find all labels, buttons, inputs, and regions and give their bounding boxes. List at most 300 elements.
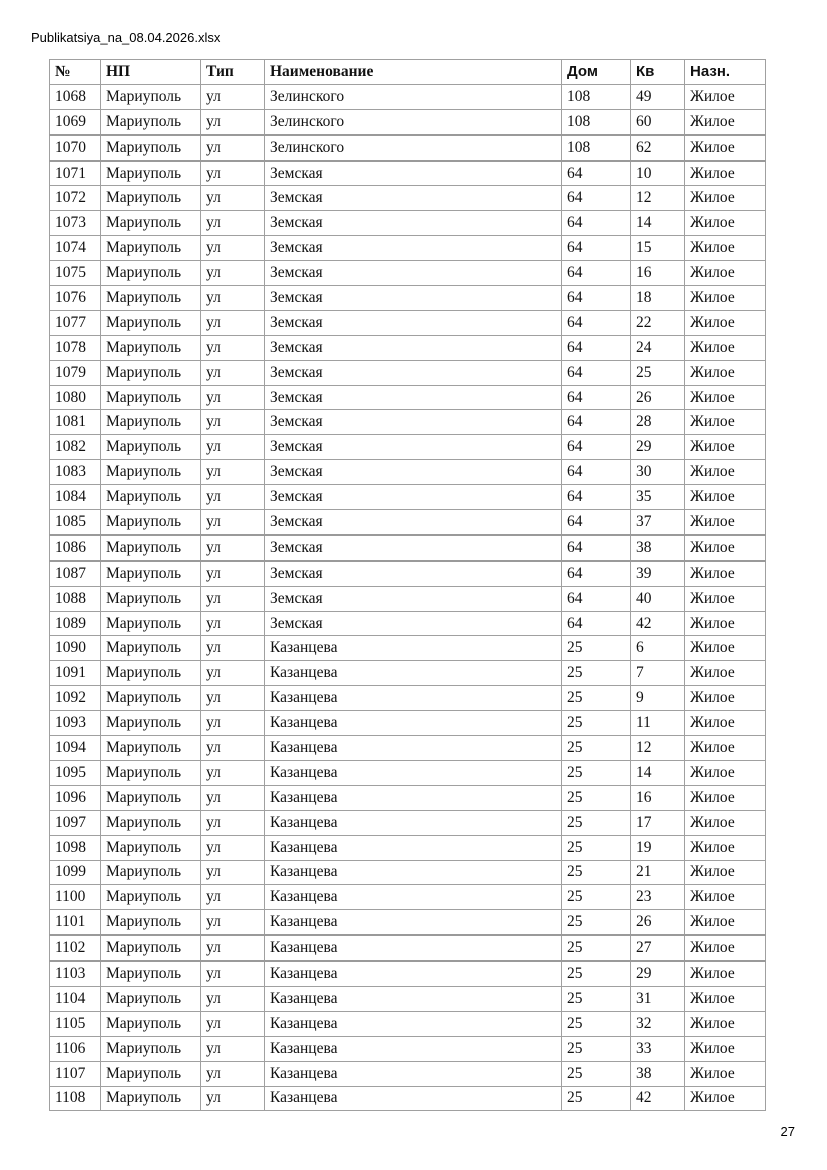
cell-type: ул: [201, 211, 265, 236]
cell-name: Земская: [265, 186, 562, 211]
cell-name: Земская: [265, 561, 562, 586]
cell-house: 25: [562, 760, 631, 785]
cell-house: 64: [562, 435, 631, 460]
cell-type: ул: [201, 711, 265, 736]
table-row: [50, 661, 766, 686]
cell-locality: Мариуполь: [101, 211, 201, 236]
table-row: [50, 636, 766, 661]
cell-purpose: Жилое: [685, 385, 766, 410]
cell-type: ул: [201, 810, 265, 835]
table-row: [50, 810, 766, 835]
cell-purpose: Жилое: [685, 1061, 766, 1086]
cell-apartment: 60: [631, 109, 685, 134]
table-row: [50, 261, 766, 286]
cell-apartment: 19: [631, 835, 685, 860]
cell-purpose: Жилое: [685, 910, 766, 935]
table-row: [50, 1036, 766, 1061]
table-row: [50, 961, 766, 986]
cell-name: Земская: [265, 460, 562, 485]
cell-locality: Мариуполь: [101, 236, 201, 261]
cell-name: Земская: [265, 310, 562, 335]
table-row: [50, 986, 766, 1011]
cell-purpose: Жилое: [685, 460, 766, 485]
cell-number: 1072: [50, 186, 101, 211]
table-row: [50, 236, 766, 261]
table-row: [50, 760, 766, 785]
cell-name: Земская: [265, 360, 562, 385]
cell-apartment: 42: [631, 611, 685, 636]
cell-type: ул: [201, 686, 265, 711]
cell-purpose: Жилое: [685, 860, 766, 885]
cell-name: Казанцева: [265, 661, 562, 686]
cell-apartment: 28: [631, 410, 685, 435]
cell-apartment: 42: [631, 1086, 685, 1111]
cell-house: 64: [562, 310, 631, 335]
cell-number: 1079: [50, 360, 101, 385]
table-row: [50, 310, 766, 335]
cell-name: Казанцева: [265, 835, 562, 860]
table-row: [50, 435, 766, 460]
cell-purpose: Жилое: [685, 261, 766, 286]
cell-purpose: Жилое: [685, 810, 766, 835]
cell-house: 64: [562, 161, 631, 186]
cell-locality: Мариуполь: [101, 885, 201, 910]
cell-type: ул: [201, 236, 265, 261]
cell-type: ул: [201, 460, 265, 485]
cell-purpose: Жилое: [685, 785, 766, 810]
cell-type: ул: [201, 1061, 265, 1086]
page-number: 27: [780, 1124, 795, 1139]
cell-type: ул: [201, 186, 265, 211]
cell-apartment: 33: [631, 1036, 685, 1061]
cell-house: 108: [562, 109, 631, 134]
cell-house: 108: [562, 135, 631, 161]
cell-house: 25: [562, 835, 631, 860]
cell-locality: Мариуполь: [101, 286, 201, 311]
cell-locality: Мариуполь: [101, 611, 201, 636]
cell-locality: Мариуполь: [101, 561, 201, 586]
cell-type: ул: [201, 636, 265, 661]
cell-number: 1105: [50, 1011, 101, 1036]
cell-house: 25: [562, 935, 631, 961]
cell-purpose: Жилое: [685, 186, 766, 211]
cell-locality: Мариуполь: [101, 935, 201, 961]
cell-type: ул: [201, 586, 265, 611]
cell-locality: Мариуполь: [101, 1011, 201, 1036]
cell-type: ул: [201, 135, 265, 161]
cell-purpose: Жилое: [685, 736, 766, 761]
cell-name: Зелинского: [265, 109, 562, 134]
cell-purpose: Жилое: [685, 835, 766, 860]
cell-name: Земская: [265, 410, 562, 435]
table-row: [50, 935, 766, 961]
cell-purpose: Жилое: [685, 211, 766, 236]
cell-apartment: 29: [631, 435, 685, 460]
cell-type: ул: [201, 661, 265, 686]
cell-purpose: Жилое: [685, 1086, 766, 1111]
cell-number: 1077: [50, 310, 101, 335]
cell-house: 64: [562, 460, 631, 485]
header-apartment: Кв: [631, 60, 685, 85]
cell-apartment: 26: [631, 910, 685, 935]
cell-apartment: 49: [631, 84, 685, 109]
cell-type: ул: [201, 910, 265, 935]
cell-house: 25: [562, 961, 631, 986]
table-row: [50, 1011, 766, 1036]
cell-locality: Мариуполь: [101, 335, 201, 360]
cell-purpose: Жилое: [685, 310, 766, 335]
cell-purpose: Жилое: [685, 561, 766, 586]
cell-locality: Мариуполь: [101, 310, 201, 335]
cell-house: 25: [562, 736, 631, 761]
cell-type: ул: [201, 360, 265, 385]
cell-number: 1082: [50, 435, 101, 460]
cell-type: ул: [201, 485, 265, 510]
cell-locality: Мариуполь: [101, 161, 201, 186]
cell-number: 1075: [50, 261, 101, 286]
cell-number: 1106: [50, 1036, 101, 1061]
cell-type: ул: [201, 435, 265, 460]
table-row: [50, 161, 766, 186]
table-row: [50, 586, 766, 611]
cell-number: 1089: [50, 611, 101, 636]
cell-purpose: Жилое: [685, 711, 766, 736]
cell-name: Казанцева: [265, 860, 562, 885]
cell-purpose: Жилое: [685, 360, 766, 385]
document-filename: Publikatsiya_na_08.04.2026.xlsx: [31, 30, 221, 45]
cell-locality: Мариуполь: [101, 135, 201, 161]
cell-number: 1073: [50, 211, 101, 236]
cell-type: ул: [201, 986, 265, 1011]
table-row: [50, 510, 766, 535]
cell-locality: Мариуполь: [101, 261, 201, 286]
table-row: [50, 385, 766, 410]
cell-apartment: 10: [631, 161, 685, 186]
cell-number: 1097: [50, 810, 101, 835]
cell-purpose: Жилое: [685, 410, 766, 435]
cell-name: Земская: [265, 510, 562, 535]
cell-name: Казанцева: [265, 686, 562, 711]
cell-name: Земская: [265, 335, 562, 360]
cell-house: 64: [562, 236, 631, 261]
cell-locality: Мариуполь: [101, 84, 201, 109]
cell-house: 64: [562, 360, 631, 385]
cell-house: 64: [562, 385, 631, 410]
cell-name: Казанцева: [265, 986, 562, 1011]
cell-house: 64: [562, 186, 631, 211]
cell-purpose: Жилое: [685, 986, 766, 1011]
cell-type: ул: [201, 385, 265, 410]
table-row: [50, 611, 766, 636]
cell-number: 1070: [50, 135, 101, 161]
cell-number: 1076: [50, 286, 101, 311]
cell-purpose: Жилое: [685, 760, 766, 785]
cell-number: 1107: [50, 1061, 101, 1086]
cell-house: 25: [562, 910, 631, 935]
header-name: Наименование: [265, 60, 562, 85]
cell-purpose: Жилое: [685, 636, 766, 661]
cell-house: 25: [562, 636, 631, 661]
cell-house: 25: [562, 860, 631, 885]
cell-apartment: 9: [631, 686, 685, 711]
cell-type: ул: [201, 785, 265, 810]
cell-apartment: 18: [631, 286, 685, 311]
cell-apartment: 17: [631, 810, 685, 835]
table-header-row: [50, 60, 766, 85]
cell-purpose: Жилое: [685, 286, 766, 311]
cell-apartment: 31: [631, 986, 685, 1011]
cell-locality: Мариуполь: [101, 736, 201, 761]
cell-house: 64: [562, 510, 631, 535]
table-row: [50, 410, 766, 435]
table-row: [50, 135, 766, 161]
cell-apartment: 24: [631, 335, 685, 360]
cell-name: Земская: [265, 586, 562, 611]
cell-apartment: 29: [631, 961, 685, 986]
table-row: [50, 460, 766, 485]
cell-apartment: 16: [631, 261, 685, 286]
cell-number: 1100: [50, 885, 101, 910]
cell-name: Земская: [265, 435, 562, 460]
cell-house: 25: [562, 711, 631, 736]
header-house: Дом: [562, 60, 631, 85]
cell-type: ул: [201, 286, 265, 311]
cell-purpose: Жилое: [685, 686, 766, 711]
cell-type: ул: [201, 611, 265, 636]
cell-number: 1085: [50, 510, 101, 535]
table-body: [50, 84, 766, 1111]
cell-number: 1095: [50, 760, 101, 785]
cell-name: Земская: [265, 535, 562, 561]
cell-apartment: 40: [631, 586, 685, 611]
cell-locality: Мариуполь: [101, 760, 201, 785]
cell-type: ул: [201, 1086, 265, 1111]
cell-type: ул: [201, 1011, 265, 1036]
table-row: [50, 711, 766, 736]
cell-number: 1096: [50, 785, 101, 810]
cell-name: Казанцева: [265, 760, 562, 785]
cell-type: ул: [201, 510, 265, 535]
cell-purpose: Жилое: [685, 109, 766, 134]
cell-purpose: Жилое: [685, 885, 766, 910]
table-row: [50, 736, 766, 761]
cell-name: Казанцева: [265, 736, 562, 761]
cell-locality: Мариуполь: [101, 1086, 201, 1111]
cell-house: 25: [562, 1036, 631, 1061]
cell-apartment: 12: [631, 736, 685, 761]
cell-type: ул: [201, 261, 265, 286]
cell-name: Земская: [265, 261, 562, 286]
cell-locality: Мариуполь: [101, 535, 201, 561]
cell-number: 1108: [50, 1086, 101, 1111]
cell-house: 25: [562, 686, 631, 711]
cell-apartment: 27: [631, 935, 685, 961]
cell-number: 1074: [50, 236, 101, 261]
cell-type: ул: [201, 935, 265, 961]
cell-number: 1094: [50, 736, 101, 761]
cell-locality: Мариуполь: [101, 435, 201, 460]
cell-name: Зелинского: [265, 84, 562, 109]
table-row: [50, 286, 766, 311]
cell-apartment: 16: [631, 785, 685, 810]
cell-type: ул: [201, 561, 265, 586]
cell-name: Казанцева: [265, 885, 562, 910]
cell-purpose: Жилое: [685, 961, 766, 986]
cell-purpose: Жилое: [685, 935, 766, 961]
cell-locality: Мариуполь: [101, 485, 201, 510]
cell-name: Казанцева: [265, 810, 562, 835]
cell-locality: Мариуполь: [101, 711, 201, 736]
cell-type: ул: [201, 310, 265, 335]
cell-house: 25: [562, 1061, 631, 1086]
cell-house: 25: [562, 1011, 631, 1036]
cell-house: 64: [562, 261, 631, 286]
cell-house: 64: [562, 410, 631, 435]
cell-name: Земская: [265, 485, 562, 510]
cell-house: 64: [562, 586, 631, 611]
cell-purpose: Жилое: [685, 84, 766, 109]
cell-name: Казанцева: [265, 935, 562, 961]
table-row: [50, 686, 766, 711]
cell-name: Земская: [265, 385, 562, 410]
table-row: [50, 561, 766, 586]
cell-locality: Мариуполь: [101, 785, 201, 810]
table-row: [50, 535, 766, 561]
cell-number: 1084: [50, 485, 101, 510]
cell-name: Казанцева: [265, 1036, 562, 1061]
cell-number: 1101: [50, 910, 101, 935]
cell-locality: Мариуполь: [101, 1036, 201, 1061]
cell-locality: Мариуполь: [101, 686, 201, 711]
table-row: [50, 335, 766, 360]
cell-number: 1081: [50, 410, 101, 435]
cell-apartment: 25: [631, 360, 685, 385]
table-row: [50, 211, 766, 236]
cell-apartment: 37: [631, 510, 685, 535]
cell-house: 64: [562, 611, 631, 636]
cell-purpose: Жилое: [685, 161, 766, 186]
table-row: [50, 885, 766, 910]
cell-purpose: Жилое: [685, 510, 766, 535]
cell-apartment: 22: [631, 310, 685, 335]
cell-number: 1103: [50, 961, 101, 986]
cell-apartment: 14: [631, 211, 685, 236]
cell-name: Казанцева: [265, 1011, 562, 1036]
cell-number: 1104: [50, 986, 101, 1011]
cell-type: ул: [201, 410, 265, 435]
cell-purpose: Жилое: [685, 1011, 766, 1036]
cell-number: 1078: [50, 335, 101, 360]
cell-number: 1083: [50, 460, 101, 485]
cell-house: 25: [562, 785, 631, 810]
cell-number: 1088: [50, 586, 101, 611]
cell-name: Казанцева: [265, 910, 562, 935]
cell-number: 1102: [50, 935, 101, 961]
cell-locality: Мариуполь: [101, 986, 201, 1011]
cell-house: 25: [562, 661, 631, 686]
cell-apartment: 21: [631, 860, 685, 885]
header-number: №: [50, 60, 101, 85]
cell-number: 1080: [50, 385, 101, 410]
cell-house: 64: [562, 535, 631, 561]
cell-name: Казанцева: [265, 1061, 562, 1086]
cell-apartment: 32: [631, 1011, 685, 1036]
cell-purpose: Жилое: [685, 535, 766, 561]
cell-apartment: 38: [631, 1061, 685, 1086]
cell-locality: Мариуполь: [101, 1061, 201, 1086]
cell-house: 108: [562, 84, 631, 109]
cell-apartment: 26: [631, 385, 685, 410]
cell-apartment: 35: [631, 485, 685, 510]
header-purpose: Назн.: [685, 60, 766, 85]
cell-name: Земская: [265, 211, 562, 236]
cell-name: Казанцева: [265, 1086, 562, 1111]
header-type: Тип: [201, 60, 265, 85]
cell-number: 1098: [50, 835, 101, 860]
cell-locality: Мариуполь: [101, 835, 201, 860]
cell-type: ул: [201, 860, 265, 885]
table-row: [50, 109, 766, 134]
cell-apartment: 30: [631, 460, 685, 485]
cell-type: ул: [201, 161, 265, 186]
cell-number: 1093: [50, 711, 101, 736]
cell-house: 64: [562, 485, 631, 510]
cell-number: 1071: [50, 161, 101, 186]
cell-purpose: Жилое: [685, 611, 766, 636]
cell-type: ул: [201, 1036, 265, 1061]
data-table: [49, 59, 766, 1111]
cell-type: ул: [201, 885, 265, 910]
cell-apartment: 12: [631, 186, 685, 211]
cell-type: ул: [201, 736, 265, 761]
cell-number: 1068: [50, 84, 101, 109]
cell-purpose: Жилое: [685, 586, 766, 611]
cell-name: Земская: [265, 236, 562, 261]
cell-apartment: 15: [631, 236, 685, 261]
cell-locality: Мариуполь: [101, 360, 201, 385]
cell-locality: Мариуполь: [101, 636, 201, 661]
cell-locality: Мариуполь: [101, 586, 201, 611]
cell-purpose: Жилое: [685, 1036, 766, 1061]
table-row: [50, 84, 766, 109]
cell-number: 1092: [50, 686, 101, 711]
cell-purpose: Жилое: [685, 435, 766, 460]
cell-purpose: Жилое: [685, 135, 766, 161]
cell-purpose: Жилое: [685, 485, 766, 510]
cell-locality: Мариуполь: [101, 109, 201, 134]
cell-locality: Мариуполь: [101, 385, 201, 410]
cell-house: 25: [562, 986, 631, 1011]
cell-number: 1069: [50, 109, 101, 134]
cell-purpose: Жилое: [685, 236, 766, 261]
cell-apartment: 7: [631, 661, 685, 686]
cell-purpose: Жилое: [685, 335, 766, 360]
cell-type: ул: [201, 961, 265, 986]
cell-number: 1086: [50, 535, 101, 561]
table-row: [50, 785, 766, 810]
cell-apartment: 14: [631, 760, 685, 785]
table-row: [50, 485, 766, 510]
table-row: [50, 910, 766, 935]
cell-apartment: 62: [631, 135, 685, 161]
cell-locality: Мариуполь: [101, 186, 201, 211]
header-locality: НП: [101, 60, 201, 85]
cell-type: ул: [201, 84, 265, 109]
cell-locality: Мариуполь: [101, 961, 201, 986]
cell-type: ул: [201, 535, 265, 561]
cell-apartment: 39: [631, 561, 685, 586]
cell-locality: Мариуполь: [101, 810, 201, 835]
